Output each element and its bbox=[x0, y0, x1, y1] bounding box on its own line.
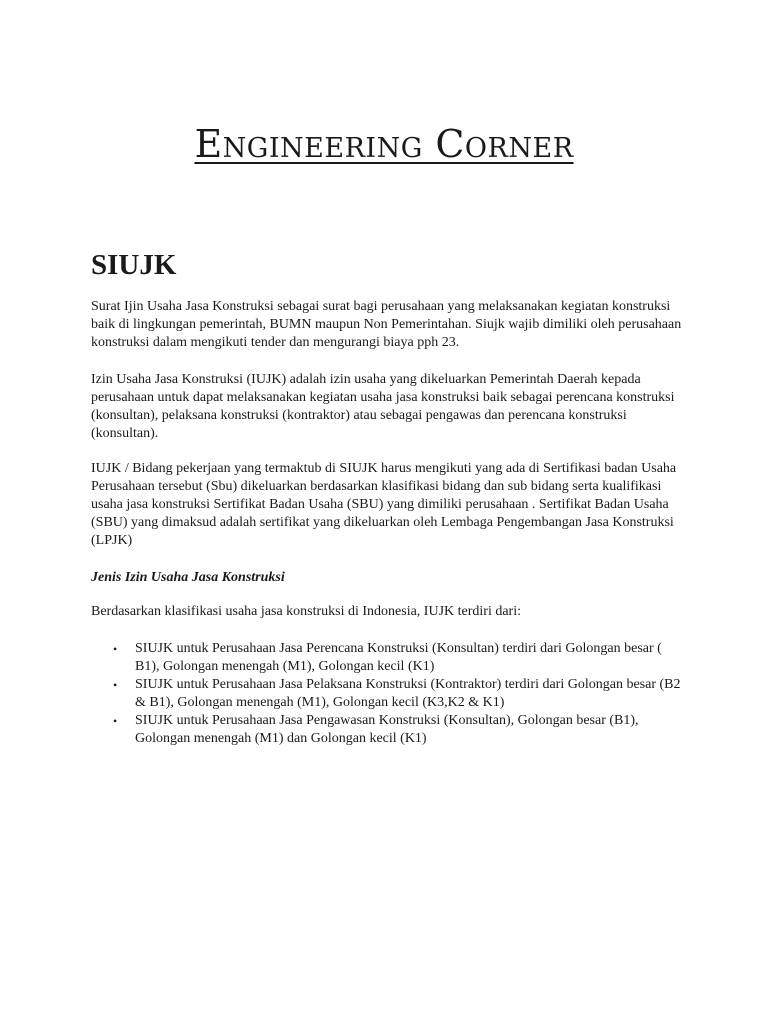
document-title bbox=[0, 120, 768, 168]
list-item bbox=[113, 640, 683, 676]
list-item bbox=[113, 712, 683, 748]
list-item-text: SIUJK untuk Perusahaan Jasa Pengawasan Konstruksi (Konsultan), Golongan besar (B1), Golongan menengah (M1) dan Golongan kecil (K1) bbox=[135, 713, 639, 746]
bullet-icon: • bbox=[113, 714, 118, 728]
list-item-text: SIUJK untuk Perusahaan Jasa Perencana Konstruksi (Konsultan) terdiri dari Golongan besar ( B1), Golongan menengah (M1), Golongan kecil (K1) bbox=[135, 641, 662, 674]
bullet-icon: • bbox=[113, 642, 118, 656]
paragraph-iujk-requirements: IUJK / Bidang pekerjaan yang termaktub di SIUJK harus mengikuti yang ada di Sertifikasi badan Usaha Perusahaan tersebut (Sbu) dikeluarkan berdasarkan klasifikasi bidang dan sub bidang serta kualifikasi usaha jasa konstruksi Sertifikat Badan Usaha (SBU) yang dimiliki perusahaan . Sertifikat Badan Usaha (SBU) yang dimaksud adalah sertifikat yang dikeluarkan oleh Lembaga Pengembangan Jasa Konstruksi (LPJK) bbox=[91, 461, 677, 548]
section-heading: SIUJK bbox=[91, 249, 177, 281]
paragraph-intro: Berdasarkan klasifikasi usaha jasa konstruksi di Indonesia, IUJK terdiri dari: bbox=[91, 604, 522, 619]
bullet-list bbox=[113, 640, 683, 748]
bullet-icon: • bbox=[113, 678, 118, 692]
paragraph-siujk-definition: Surat Ijin Usaha Jasa Konstruksi sebagai surat bagi perusahaan yang melaksanakan kegiatan konstruksi baik di lingkungan pemerintah, BUMN maupun Non Pemerintahan. Siujk wajib dimiliki oleh perusahaan konstruksi dalam mengikuti tender dan mengurangi biaya pph 23. bbox=[91, 299, 682, 350]
paragraph-iujk-definition: Izin Usaha Jasa Konstruksi (IUJK) adalah izin usaha yang dikeluarkan Pemerintah Daerah kepada perusahaan untuk dapat melaksanakan kegiatan usaha jasa konstruksi baik sebagai perencana konstruksi (konsultan), pelaksana konstruksi (kontraktor) atau sebagai pengawas dan perencana konstruksi (konsultan). bbox=[91, 372, 675, 441]
subheading-jenis-izin: Jenis Izin Usaha Jasa Konstruksi bbox=[91, 570, 285, 585]
list-item bbox=[113, 676, 683, 712]
list-item-text: SIUJK untuk Perusahaan Jasa Pelaksana Konstruksi (Kontraktor) terdiri dari Golongan besar (B2 & B1), Golongan menengah (M1), Golongan kecil (K3,K2 & K1) bbox=[135, 677, 681, 710]
document-title-text: Engineering Corner bbox=[194, 122, 574, 166]
